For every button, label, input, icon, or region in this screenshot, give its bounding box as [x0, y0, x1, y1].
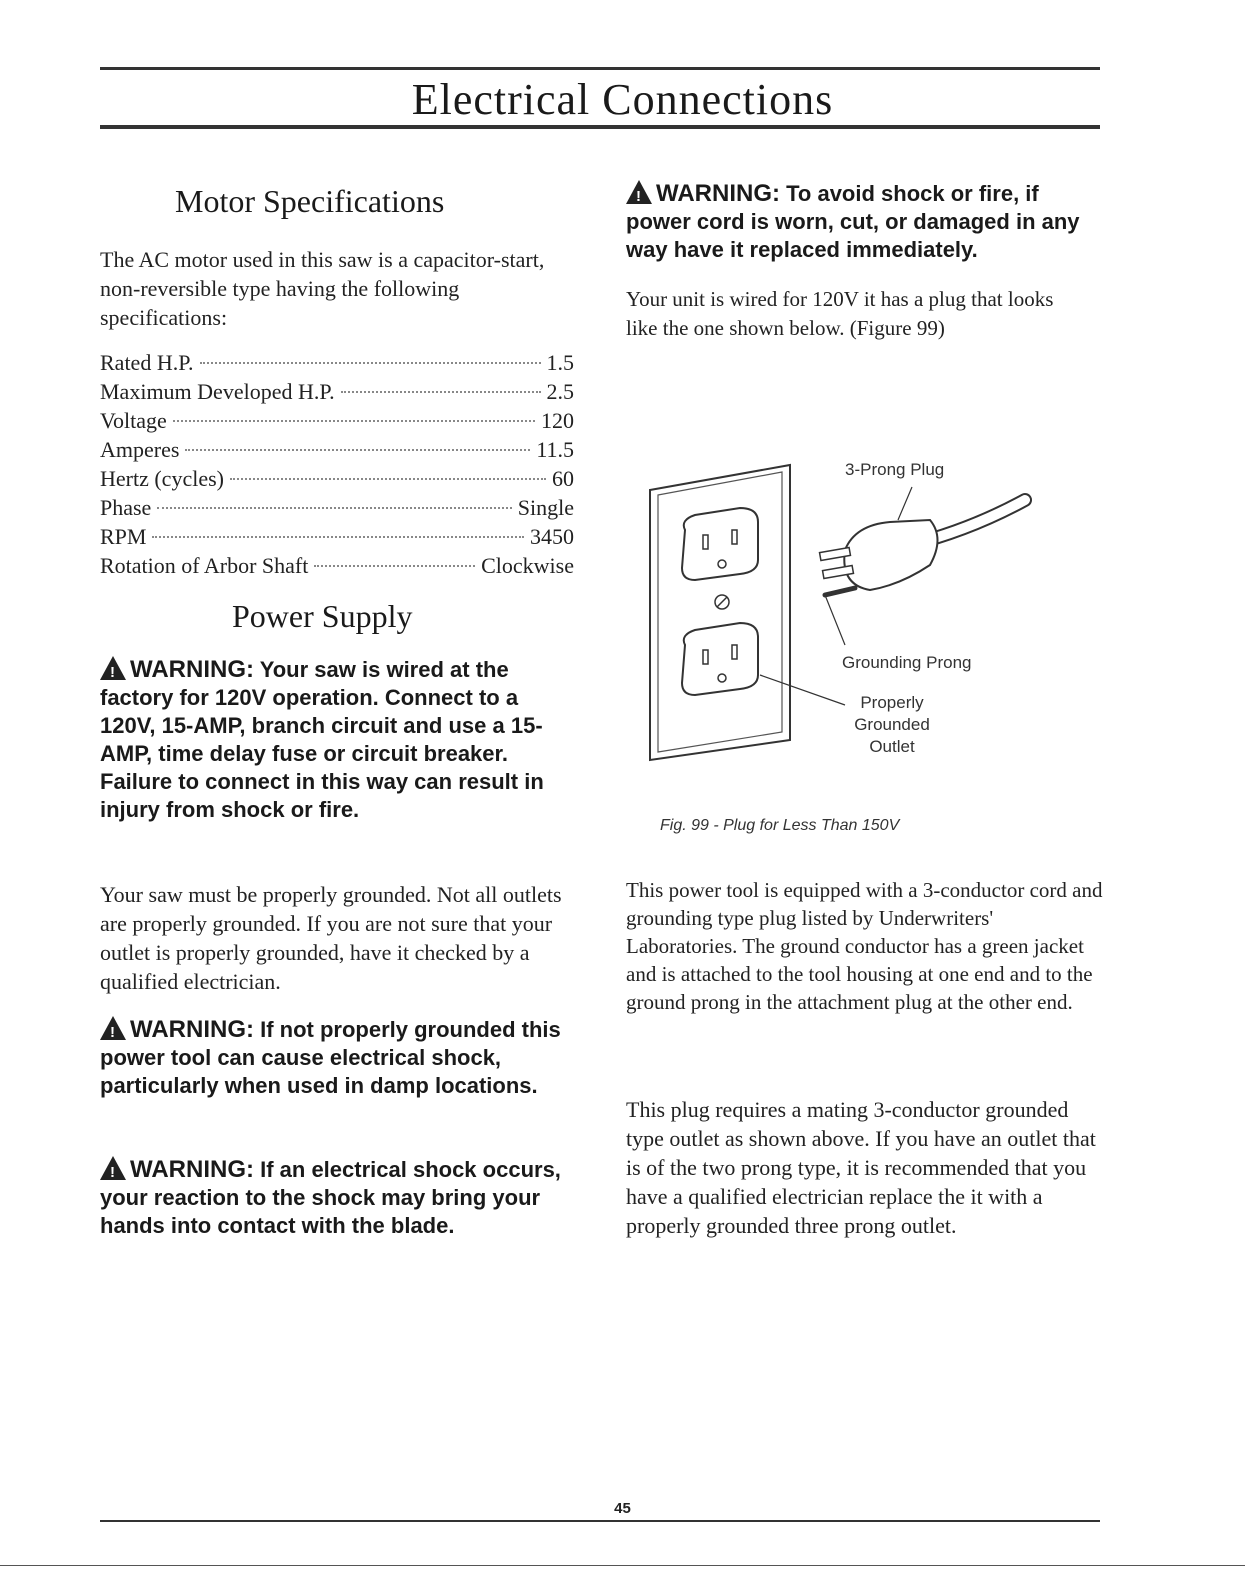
spec-row: [100, 350, 574, 379]
spec-label: RPM: [100, 524, 147, 549]
page-number: 45: [614, 1500, 631, 1517]
spec-leader-dots: [152, 536, 524, 538]
wired-paragraph: Your unit is wired for 120V it has a plug that looks like the one shown below. (Figure 99): [626, 287, 1054, 340]
spec-row: [100, 379, 574, 408]
spec-value: 60: [552, 466, 574, 491]
spec-leader-dots: [157, 507, 511, 509]
figure-label-grounding-prong: Grounding Prong: [842, 653, 972, 672]
warning-triangle-icon: [100, 656, 126, 680]
grounded-paragraph: Your saw must be properly grounded. Not all outlets are properly grounded. If you are not sure that your outlet is properly grounded, have it checked by a qualified electrician.: [100, 882, 562, 994]
figure-caption: Fig. 99 - Plug for Less Than 150V: [660, 817, 900, 834]
spec-leader-dots: [185, 449, 530, 451]
spec-leader-dots: [173, 420, 535, 422]
spec-row: [100, 524, 574, 553]
spec-label: Voltage: [100, 408, 167, 433]
spec-leader-dots: [314, 565, 475, 567]
warning-shock-reaction: !WARNING: If an electrical shock occurs, your reaction to the shock may bring your hands into contact with the blade.: [100, 1156, 575, 1240]
spec-leader-dots: [200, 362, 541, 364]
page-edge-rule: [0, 1565, 1245, 1566]
warning-triangle-icon: [100, 1016, 126, 1040]
spec-label: Phase: [100, 495, 152, 520]
spec-leader-dots: [341, 391, 541, 393]
motor-specs-heading: Motor Specifications: [175, 183, 445, 219]
warning-triangle-icon: [626, 180, 652, 204]
figure-label-outlet: Properly Grounded Outlet: [854, 693, 930, 756]
spec-row: [100, 495, 574, 524]
conductor-paragraph: This power tool is equipped with a 3-conductor cord and grounding type plug listed by Underwriters' Laboratories. The ground conductor has a green jacket and is attached to the tool housing at one end and to the ground prong in the attachment plug at the other end.: [626, 878, 1103, 1014]
footer-rule: [100, 1520, 1100, 1522]
spec-value: Clockwise: [481, 553, 574, 578]
motor-intro: The AC motor used in this saw is a capacitor-start, non-reversible type having the following specifications:: [100, 247, 545, 330]
spec-value: Single: [517, 495, 574, 520]
figure-label-plug: 3-Prong Plug: [845, 460, 945, 479]
spec-value: 3450: [530, 524, 574, 549]
page-title: Electrical Connections: [411, 75, 834, 124]
plug-drawing: [820, 500, 1025, 595]
spec-row: [100, 437, 574, 466]
spec-value: 11.5: [536, 437, 574, 462]
spec-label: Maximum Developed H.P.: [100, 379, 335, 404]
power-supply-heading: Power Supply: [232, 598, 413, 634]
header-rule-top: [100, 67, 1100, 70]
spec-label: Rotation of Arbor Shaft: [100, 553, 309, 578]
spec-value: 2.5: [546, 379, 574, 404]
outlet-plate: [650, 465, 790, 760]
warning-damaged-cord: !WARNING: To avoid shock or fire, if power cord is worn, cut, or damaged in any way have it replaced immediately.: [626, 180, 1106, 264]
spec-label: Rated H.P.: [100, 350, 194, 375]
spec-row: [100, 466, 574, 495]
spec-list: [100, 350, 574, 582]
spec-label: Hertz (cycles): [100, 466, 224, 491]
warning-triangle-icon: [100, 1156, 126, 1180]
spec-value: 1.5: [546, 350, 574, 375]
spec-row: [100, 408, 574, 437]
spec-value: 120: [541, 408, 574, 433]
mating-outlet-paragraph: This plug requires a mating 3-conductor grounded type outlet as shown above. If you have an outlet that is of the two prong type, it is recommended that you have a qualified electrician replace the it with a properly grounded three prong outlet.: [626, 1097, 1096, 1238]
header-rule-bottom: [100, 125, 1100, 129]
warning-not-grounded: !WARNING: If not properly grounded this power tool can cause electrical shock, particularly when used in damp locations.: [100, 1016, 570, 1100]
spec-leader-dots: [230, 478, 546, 480]
warning-factory-wired: !WARNING: Your saw is wired at the factory for 120V operation. Connect to a 120V, 15-AMP, branch circuit and use a 15-AMP, time delay fuse or circuit breaker. Failure to connect in this way can result in injury from shock or fire.: [100, 656, 570, 824]
spec-row: [100, 553, 574, 582]
spec-label: Amperes: [100, 437, 180, 462]
